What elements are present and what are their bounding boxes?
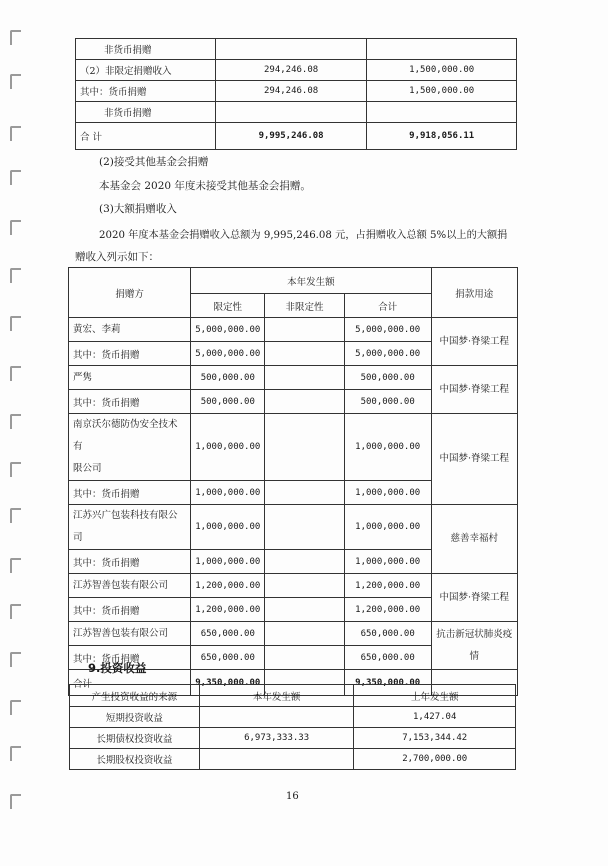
binding-hole: [10, 366, 21, 381]
sub-total-amount: 1,000,000.00: [344, 481, 431, 505]
header-purpose: 捐款用途: [431, 268, 517, 318]
section-investment-income-title: 9.投资收益: [88, 661, 147, 675]
current-year-value: 9,995,246.08: [215, 123, 367, 150]
sub-unrestricted-amount: [265, 646, 344, 670]
donor-name: [69, 574, 191, 598]
donation-purpose-line1: 慈善幸福村: [450, 533, 499, 544]
sub-total-amount: 1,200,000.00: [344, 598, 431, 622]
unrestricted-amount: [265, 414, 344, 481]
table-row: [69, 622, 518, 646]
sub-restricted-amount: 1,000,000.00: [191, 550, 265, 574]
binding-hole: [10, 700, 21, 715]
restricted-amount: 500,000.00: [191, 366, 265, 390]
total-restricted: 9,350,000.00: [191, 670, 265, 696]
unrestricted-amount: [265, 366, 344, 390]
previous-year-value: [367, 102, 517, 123]
sub-row-label: 其中：货币捐赠: [69, 550, 191, 574]
sub-restricted-amount: 1,200,000.00: [191, 598, 265, 622]
table-row: [70, 728, 516, 749]
restricted-amount: 5,000,000.00: [191, 318, 265, 342]
sub-unrestricted-amount: [265, 550, 344, 574]
restricted-amount: 1,200,000.00: [191, 574, 265, 598]
sub-restricted-amount: 1,000,000.00: [191, 481, 265, 505]
investment-income-table: [69, 684, 516, 770]
binding-hole: [10, 126, 21, 141]
donation-purpose: [431, 366, 517, 414]
donation-purpose-line2: 情: [469, 650, 480, 662]
binding-hole: [10, 508, 21, 523]
paragraph-other-foundation-text: 本基金会 2020 年度未接受其他基金会捐赠。: [99, 180, 311, 192]
sub-row-label: 其中：货币捐赠: [69, 481, 191, 505]
table-row: [69, 414, 518, 481]
donation-purpose: [431, 318, 517, 366]
table-row: [70, 749, 516, 770]
paragraph-large-donation-heading: (3)大额捐赠收入: [99, 203, 177, 215]
donor-name-line1: 南京沃尔德防伪安全技术有: [73, 419, 178, 452]
donor-name-line1: 黄宏、李莉: [73, 323, 121, 335]
table-row: [69, 505, 518, 550]
sub-row-label: 其中：货币捐赠: [69, 390, 191, 414]
table-row: [69, 366, 518, 390]
binding-hole: [10, 74, 21, 89]
unrestricted-amount: [265, 318, 344, 342]
row-label: （2）非限定捐赠收入: [76, 60, 216, 81]
total-label: 合计: [69, 670, 191, 696]
paragraph-other-foundation-heading: (2)接受其他基金会捐赠: [99, 156, 209, 168]
unrestricted-amount: [265, 574, 344, 598]
unrestricted-amount: [265, 505, 344, 550]
current-year-value: [215, 102, 367, 123]
sub-restricted-amount: 500,000.00: [191, 390, 265, 414]
binding-hole: [10, 170, 21, 185]
donor-name: [69, 318, 191, 342]
binding-hole: [10, 268, 21, 283]
table-row: [76, 102, 517, 123]
row-label: 非货币捐赠: [76, 102, 216, 123]
header-total: 合计: [344, 294, 431, 318]
large-donation-table: [68, 267, 518, 696]
total-amount: 1,200,000.00: [344, 574, 431, 598]
binding-hole: [10, 652, 21, 667]
binding-hole: [10, 316, 21, 331]
header-income-source: 产生投资收益的来源: [70, 685, 200, 707]
row-label: 非货币捐赠: [76, 39, 216, 60]
sub-total-amount: 650,000.00: [344, 646, 431, 670]
table-row: [70, 707, 516, 728]
donor-name-line1: 江苏智善包装有限公司: [73, 579, 169, 591]
total-amount: 500,000.00: [344, 366, 431, 390]
binding-hole: [10, 462, 21, 477]
row-label: 其中：货币捐赠: [76, 81, 216, 102]
total-amount: 1,000,000.00: [344, 505, 431, 550]
donation-purpose-line1: 中国梦·脊梁工程: [439, 383, 510, 395]
donation-purpose: [431, 622, 517, 670]
header-donor: 捐赠方: [69, 268, 191, 318]
donation-purpose-line1: 中国梦·脊梁工程: [439, 335, 510, 347]
binding-hole: [10, 794, 21, 809]
income-source: 短期投资收益: [70, 707, 200, 728]
current-amount: [199, 707, 354, 728]
income-source: 长期债权投资收益: [70, 728, 200, 749]
total-sum: 9,350,000.00: [344, 670, 431, 696]
binding-hole: [10, 414, 21, 429]
income-source: 长期股权投资收益: [70, 749, 200, 770]
sub-row-label: 其中：货币捐赠: [69, 342, 191, 366]
header-current-year: 本年发生额: [191, 268, 431, 294]
sub-row-label: 其中：货币捐赠: [69, 646, 191, 670]
donation-purpose: [431, 505, 517, 574]
donor-name: [69, 414, 191, 481]
table-row: [76, 81, 517, 102]
total-amount: 1,000,000.00: [344, 414, 431, 481]
header-restricted: 限定性: [191, 294, 265, 318]
current-year-value: 294,246.08: [215, 60, 367, 81]
donor-name: [69, 505, 191, 550]
donor-name: [69, 366, 191, 390]
sub-unrestricted-amount: [265, 342, 344, 366]
sub-unrestricted-amount: [265, 390, 344, 414]
previous-year-value: 1,500,000.00: [367, 60, 517, 81]
header-previous-amount: 上年发生额: [354, 685, 516, 707]
sub-total-amount: 500,000.00: [344, 390, 431, 414]
current-amount: 6,973,333.33: [199, 728, 354, 749]
paragraph-large-donation-line2: 赠收入列示如下：: [75, 251, 159, 263]
current-year-value: [215, 39, 367, 60]
sub-total-amount: 1,000,000.00: [344, 550, 431, 574]
binding-holes: [10, 30, 24, 830]
current-year-value: 294,246.08: [215, 81, 367, 102]
donor-name-line1: 严隽: [73, 371, 93, 383]
sub-restricted-amount: 650,000.00: [191, 646, 265, 670]
header-unrestricted: 非限定性: [265, 294, 344, 318]
table-row: [69, 574, 518, 598]
donation-purpose: [431, 574, 517, 622]
previous-amount: 1,427.04: [354, 707, 516, 728]
sub-restricted-amount: 5,000,000.00: [191, 342, 265, 366]
total-amount: 650,000.00: [344, 622, 431, 646]
unrestricted-amount: [265, 622, 344, 646]
donor-name-line1: 江苏智善包装有限公司: [73, 627, 169, 639]
sub-total-amount: 5,000,000.00: [344, 342, 431, 366]
donation-purpose-line1: 抗击新冠状肺炎疫: [436, 628, 513, 640]
donor-name: [69, 622, 191, 646]
restricted-amount: 1,000,000.00: [191, 505, 265, 550]
binding-hole: [10, 746, 21, 761]
binding-hole: [10, 30, 21, 45]
donation-income-summary-table: [75, 38, 517, 150]
table-row: [76, 39, 517, 60]
sub-unrestricted-amount: [265, 598, 344, 622]
restricted-amount: 1,000,000.00: [191, 414, 265, 481]
donor-name-line2: 限公司: [73, 463, 102, 474]
paragraph-large-donation-line1: 2020 年度本基金会捐赠收入总额为 9,995,246.08 元，占捐赠收入总额 5%以上的大额捐: [99, 230, 508, 241]
page-number: 16: [286, 791, 299, 802]
restricted-amount: 650,000.00: [191, 622, 265, 646]
table-row: [69, 318, 518, 342]
previous-year-value: 1,500,000.00: [367, 81, 517, 102]
binding-hole: [10, 604, 21, 619]
table-row: [76, 123, 517, 150]
previous-year-value: [367, 39, 517, 60]
table-row: [76, 60, 517, 81]
sub-unrestricted-amount: [265, 481, 344, 505]
total-amount: 5,000,000.00: [344, 318, 431, 342]
header-current-amount: 本年发生额: [199, 685, 354, 707]
previous-amount: 2,700,000.00: [354, 749, 516, 770]
donation-purpose-line1: 中国梦·脊梁工程: [439, 453, 510, 464]
current-amount: [199, 749, 354, 770]
row-label: 合 计: [76, 123, 216, 150]
previous-amount: 7,153,344.42: [354, 728, 516, 749]
donation-purpose: [431, 414, 517, 505]
previous-year-value: 9,918,056.11: [367, 123, 517, 150]
sub-row-label: 其中：货币捐赠: [69, 598, 191, 622]
binding-hole: [10, 220, 21, 235]
donor-name-line1: 江苏兴广包装科技有限公司: [73, 510, 178, 543]
donation-purpose-line1: 中国梦·脊梁工程: [439, 591, 510, 603]
binding-hole: [10, 558, 21, 573]
